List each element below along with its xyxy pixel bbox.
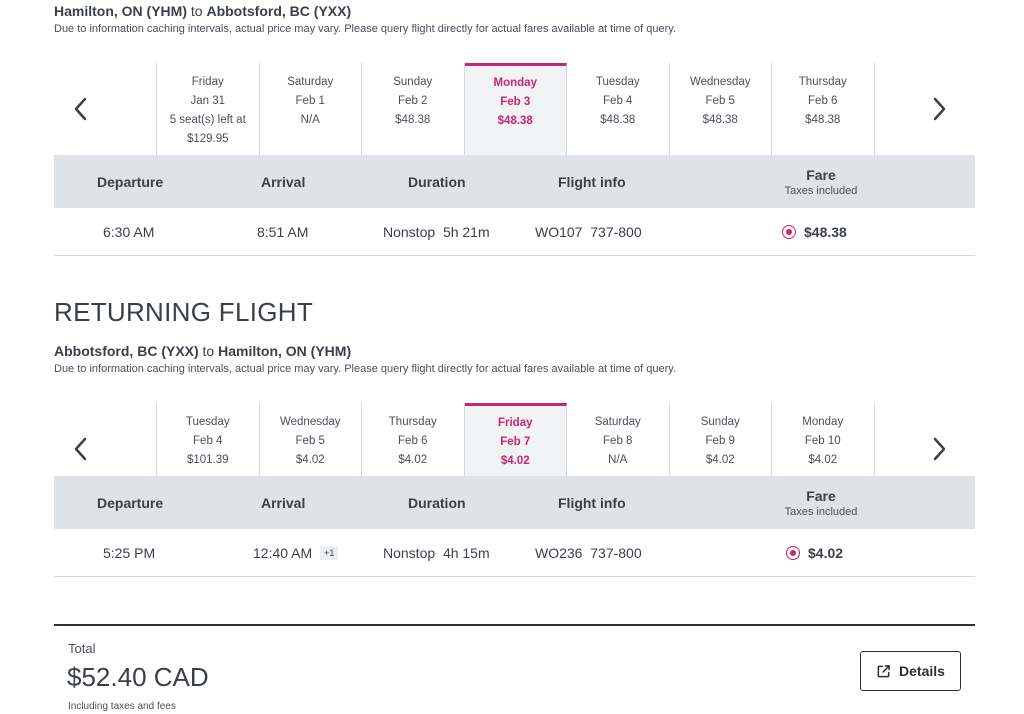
- returning-fare-header-label: Fare: [806, 487, 836, 504]
- outbound-route-to-word: to: [190, 3, 203, 19]
- total-note: Including taxes and fees: [68, 701, 176, 712]
- returning-fare-price: $4.02: [808, 545, 844, 561]
- day-price: $48.38: [702, 114, 738, 126]
- outbound-duration: [383, 208, 490, 256]
- day-price: N/A: [300, 114, 320, 126]
- returning-origin: Abbotsford, BC (YXX): [54, 343, 199, 359]
- outbound-route-block: [54, 3, 975, 35]
- total-summary: [54, 624, 975, 714]
- outbound-day-option[interactable]: [772, 63, 875, 155]
- returning-fare-radio[interactable]: [786, 546, 800, 560]
- external-link-icon: [876, 664, 891, 679]
- returning-stops: Nonstop: [383, 545, 436, 561]
- outbound-day-option[interactable]: [670, 63, 773, 155]
- outbound-day-option[interactable]: [362, 63, 465, 155]
- outbound-day-option[interactable]: [157, 63, 260, 155]
- day-weekday: Wednesday: [689, 76, 751, 88]
- outbound-fare-header-sub: Taxes included: [784, 184, 858, 197]
- outbound-flight-info: [535, 208, 642, 256]
- returning-flight-number: WO236: [535, 545, 583, 561]
- outbound-next-dates-button[interactable]: [920, 63, 960, 155]
- day-price: N/A: [608, 454, 628, 466]
- day-date: Feb 5: [295, 435, 325, 447]
- outbound-destination: Abbotsford, BC (YXX): [206, 3, 352, 19]
- returning-duration-value: 4h 15m: [442, 545, 490, 561]
- returning-day-list: [156, 403, 875, 476]
- day-date: Feb 4: [603, 95, 633, 107]
- day-date: Feb 6: [808, 95, 838, 107]
- day-date: Feb 5: [705, 95, 735, 107]
- day-weekday: Saturday: [287, 76, 334, 88]
- day-date: Feb 8: [603, 435, 633, 447]
- day-date: Feb 2: [398, 95, 428, 107]
- outbound-departure-time: 6:30 AM: [103, 224, 155, 240]
- returning-fare-header-sub: Taxes included: [784, 505, 858, 518]
- chevron-right-icon: [933, 437, 947, 461]
- day-price: $48.38: [395, 114, 431, 126]
- outbound-day-option[interactable]: [465, 63, 568, 155]
- returning-route: [54, 343, 975, 359]
- day-info: 5 seat(s) left at: [169, 114, 246, 126]
- outbound-departure-header: Departure: [97, 173, 164, 190]
- returning-disclaimer: Due to information caching intervals, actual price may vary. Please query flight directly for actual fares available at time of query.: [54, 363, 676, 375]
- returning-route-to-word: to: [202, 343, 215, 359]
- returning-departure-time: 5:25 PM: [103, 545, 156, 561]
- outbound-prev-dates-button[interactable]: [60, 63, 100, 155]
- day-weekday: Thursday: [798, 76, 847, 88]
- returning-table-header: [54, 476, 975, 529]
- returning-route-block: [54, 343, 975, 375]
- returning-flight-heading: RETURNING FLIGHT: [54, 297, 314, 327]
- day-date: Feb 1: [295, 95, 325, 107]
- day-price: $129.95: [186, 133, 229, 145]
- day-date: Feb 9: [705, 435, 735, 447]
- details-button[interactable]: [860, 651, 961, 691]
- returning-departure-header: Departure: [97, 494, 164, 511]
- day-price: $48.38: [497, 115, 533, 127]
- day-price: $48.38: [600, 114, 636, 126]
- day-price: $101.39: [186, 454, 229, 466]
- day-date: Feb 10: [804, 435, 841, 447]
- chevron-right-icon: [933, 97, 947, 121]
- day-date: Feb 6: [398, 435, 428, 447]
- returning-destination: Hamilton, ON (YHM): [218, 343, 352, 359]
- outbound-flight-number: WO107: [535, 224, 583, 240]
- day-price: $4.02: [808, 454, 838, 466]
- returning-fare-header: [781, 476, 861, 529]
- day-date: Feb 3: [500, 96, 531, 108]
- radio-dot-icon: [786, 229, 792, 235]
- day-price: $4.02: [295, 454, 325, 466]
- outbound-flight-row[interactable]: [54, 208, 975, 256]
- outbound-day-list: [156, 63, 875, 155]
- returning-duration-header: Duration: [408, 494, 466, 511]
- total-price: $52.40 CAD: [67, 662, 209, 692]
- returning-arrival-time-value: 12:40 AM: [253, 545, 313, 561]
- returning-flight-row[interactable]: [54, 529, 975, 577]
- chevron-left-icon: [73, 437, 87, 461]
- outbound-fare-header: [781, 155, 861, 208]
- outbound-arrival-time-value: 8:51 AM: [257, 224, 309, 240]
- returning-aircraft: 737-800: [590, 545, 642, 561]
- outbound-date-selector: [54, 63, 975, 155]
- returning-arrival-time: [253, 529, 338, 577]
- day-weekday: Monday: [493, 77, 537, 89]
- day-price: $4.02: [705, 454, 735, 466]
- day-weekday: Tuesday: [185, 416, 230, 428]
- outbound-flight-info-header: Flight info: [558, 173, 626, 190]
- returning-duration: [383, 529, 490, 577]
- total-label: Total: [68, 641, 96, 656]
- day-weekday: Wednesday: [279, 416, 341, 428]
- outbound-stops: Nonstop: [383, 224, 436, 240]
- outbound-arrival-header: Arrival: [261, 173, 306, 190]
- returning-flight-info: [535, 529, 642, 577]
- day-weekday: Saturday: [594, 416, 641, 428]
- day-weekday: Sunday: [700, 416, 740, 428]
- outbound-aircraft: 737-800: [590, 224, 642, 240]
- day-weekday: Sunday: [393, 76, 433, 88]
- radio-dot-icon: [790, 550, 796, 556]
- day-weekday: Thursday: [388, 416, 437, 428]
- outbound-arrival-time: [257, 208, 308, 256]
- returning-arrival-header: Arrival: [261, 494, 306, 511]
- day-price: $48.38: [805, 114, 841, 126]
- next-day-badge: +1: [320, 546, 338, 560]
- day-weekday: Tuesday: [595, 76, 640, 88]
- outbound-duration-value: 5h 21m: [442, 224, 490, 240]
- outbound-duration-header: Duration: [408, 173, 466, 190]
- day-weekday: Monday: [802, 416, 844, 428]
- outbound-origin: Hamilton, ON (YHM): [54, 3, 187, 19]
- outbound-day-option[interactable]: [567, 63, 670, 155]
- outbound-day-option[interactable]: [260, 63, 363, 155]
- day-date: Feb 7: [500, 436, 531, 448]
- outbound-table-header: [54, 155, 975, 208]
- day-price: $4.02: [500, 455, 530, 467]
- day-price: $4.02: [398, 454, 428, 466]
- chevron-left-icon: [73, 97, 87, 121]
- outbound-fare-option[interactable]: [782, 208, 847, 256]
- outbound-fare-radio[interactable]: [782, 225, 796, 239]
- outbound-disclaimer: Due to information caching intervals, actual price may vary. Please query flight directly for actual fares available at time of query.: [54, 23, 676, 35]
- outbound-fare-header-label: Fare: [806, 166, 836, 183]
- outbound-fare-price: $48.38: [804, 224, 847, 240]
- day-date: Feb 4: [193, 435, 223, 447]
- day-date: Jan 31: [190, 95, 226, 107]
- returning-flight-info-header: Flight info: [558, 494, 626, 511]
- returning-fare-option[interactable]: [786, 529, 843, 577]
- outbound-route: [54, 3, 975, 19]
- day-weekday: Friday: [191, 76, 224, 88]
- day-weekday: Friday: [497, 417, 533, 429]
- details-button-label: Details: [899, 663, 945, 679]
